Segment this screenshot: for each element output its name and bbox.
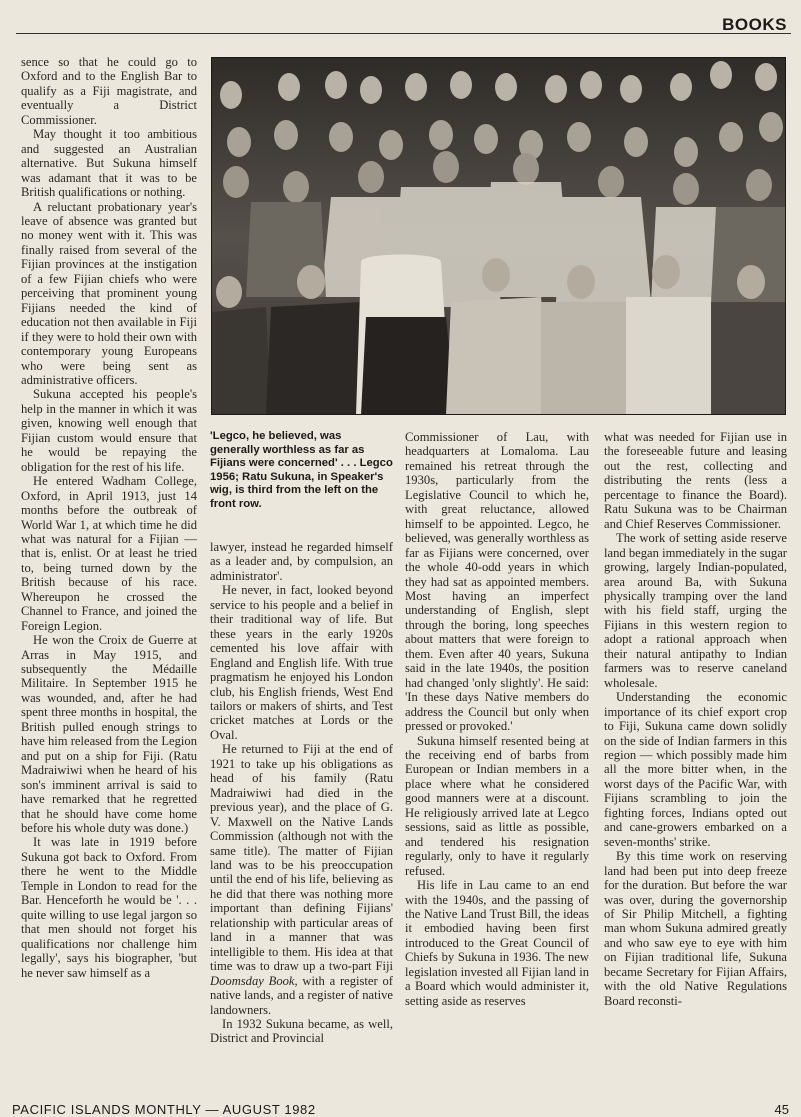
column-1 (21, 55, 197, 1085)
photo-caption: 'Legco, he believed, was generally worthless as far as Fijians were concerned' . . . Legco 1956; Ratu Sukuna, in Speaker's wig, is third from the left on the front row. (210, 430, 393, 510)
paragraph: His life in Lau came to an end with the 1940s, and the passing of the Native Land Trust Bill, the ideas it embodied having been first introduced to the Great Council of Chiefs by Sukuna in 1936. The new legislation invested all Fijian land in a Board which would administer it, setting aside as reserves (405, 878, 589, 1008)
paragraph: He entered Wadham College, Oxford, in April 1913, just 14 months before the outbreak of World War 1, at which time he did what was natural for a Fijian — that is, enlist. Or at least he tried to, being turned down by the British because of his race. Whereupon he crossed the Channel to France, and joined the Foreign Legion. (21, 474, 197, 633)
paragraph: In 1932 Sukuna became, as well, District and Provincial (210, 1016, 393, 1046)
paragraph: By this time work on reserving land had been put into deep freeze for the duration. But before the war was over, during the governorship of Sir Philip Mitchell, a fighting man whom Sukuna admired greatly and who saw eye to eye with him on Fijian traditional life, Sukuna became Secretary for Fijian Affairs, with the old Native Regulations Board reconsti- (604, 849, 787, 1008)
paragraph: He never, in fact, looked beyond service to his people and a belief in their traditional way of life. But these years in the early 1920s cemented his love affair with England and English life. With true pragmatism he enjoyed his London club, his English friends, West End tailors or makers of shirts, and Test cricket matches at Lords or the Oval. (210, 583, 393, 742)
paragraph: sence so that he could go to Oxford and to the English Bar to qualify as a Fiji magistrate, and eventually a District Commissioner. (21, 55, 197, 127)
paragraph: It was late in 1919 before Sukuna got back to Oxford. From there he went to the Middle Temple in London to read for the Bar. Henceforth he would be '. . . quite willing to use legal jargon so that men should not forget his qualifications nor challenge him legally', says his biographer, 'but he never saw himself as a (21, 835, 197, 980)
paragraph-text: He returned to Fiji at the end of 1921 to take up his obligations as head of his family (Ratu Madraiwiwi had died in the previous year), and the place of G. V. Maxwell on the Native Lands Commission (although not with the same title). The matter of Fijian land was to be his preoccupation until the end of his life, believing as he did that there was nothing more important than defining Fijians' relationship with particular areas of land in a manner that was intelligible to them. His idea at that time was to draw up a two-part Fiji (210, 742, 393, 974)
paragraph-text: , with a register of native lands, and a register of native landowners. (210, 973, 393, 1017)
paragraph: lawyer, instead he regarded himself as a leader and, by compulsion, an administrator'. (210, 540, 393, 583)
page-number: 45 (774, 1102, 789, 1117)
paragraph: Commissioner of Lau, with headquarters at Lomaloma. Lau remained his retreat through the 1930s, particularly from the Legislative Council to which he, with great reluctance, allowed himself to be appointed. Legco, he believed, was generally worthless as far as Fijians were concerned, over the whole 40-odd years in which they had sat as appointed members. Most having an imperfect understanding of English, slept through the boring, long speeches about matters that were foreign to them. Even after 40 years, Sukuna said in the late 1940s, the position had changed 'only slightly'. He said: 'In these days Native members do address the Council but only when pressed or provoked.' (405, 430, 589, 734)
book-title: Doomsday Book (210, 973, 295, 988)
paragraph: Understanding the economic importance of its chief export crop to Fiji, Sukuna came down solidly on the side of Indian farmers in this region — which possibly made him all the more bitter when, in the worst days of the Pacific War, with Fijians scrambling to join the fighting forces, Indians opted out and cane-growers embarked on a seven-months' strike. (604, 690, 787, 849)
group-photo (211, 57, 786, 415)
publication-footer: PACIFIC ISLANDS MONTHLY — AUGUST 1982 (12, 1102, 316, 1117)
header-rule (16, 33, 791, 34)
column-2 (210, 540, 393, 1085)
paragraph: Sukuna accepted his people's help in the manner in which it was given, knowing well enough that Fijian custom would ensure that he would be repaying the obligation for the rest of his life. (21, 387, 197, 474)
paragraph: May thought it too ambitious and suggested an Australian alternative. But Sukuna himself was adamant that it was to be British qualifications or nothing. (21, 127, 197, 200)
group-photo-icon (211, 57, 786, 415)
paragraph: The work of setting aside reserve land began immediately in the sugar growing, largely Indian-populated, area around Ba, with Sukuna physically tramping over the land with his field staff, urging the Fijians in this western region to adopt a rational approach when their natural antipathy to Indian farmers was to reserve caneland wholesale. (604, 531, 787, 690)
paragraph: A reluctant probationary year's leave of absence was granted but no money went with it. This was finally raised from several of the Fijian provinces at the instigation of a few Fijian chiefs who were perceiving that prominent young Fijians needed the kind of education not then available in Fiji if they were to hold their own with contemporary young Europeans who were being sent as administrative officers. (21, 199, 197, 387)
paragraph (210, 742, 393, 1017)
section-label: BOOKS (722, 15, 787, 34)
column-4 (604, 430, 787, 1085)
paragraph: what was needed for Fijian use in the foreseeable future and leasing out the rest, collecting and distributing the rents (less a percentage to finance the Board). Ratu Sukuna was to be Chairman and Chief Reserves Commissioner. (604, 430, 787, 531)
paragraph: He won the Croix de Guerre at Arras in May 1915, and subsequently the Médaille Militaire. In September 1915 he was wounded, and, after he had spent three months in hospital, the British pulled enough strings to have him released from the Legion and put on a ship for Fiji. (Ratu Madraiwiwi when he heard of his son's imminent arrival is said to have remarked that he regretted that he should have come home before his whole duty was done.) (21, 633, 197, 836)
paragraph: Sukuna himself resented being at the receiving end of barbs from European or Indian members in a place where what he considered good manners were at a discount. He religiously arrived late at Legco sessions, said as little as possible, and tendered his resignation regularly, only to have it regularly refused. (405, 733, 589, 878)
column-3 (405, 430, 589, 1085)
